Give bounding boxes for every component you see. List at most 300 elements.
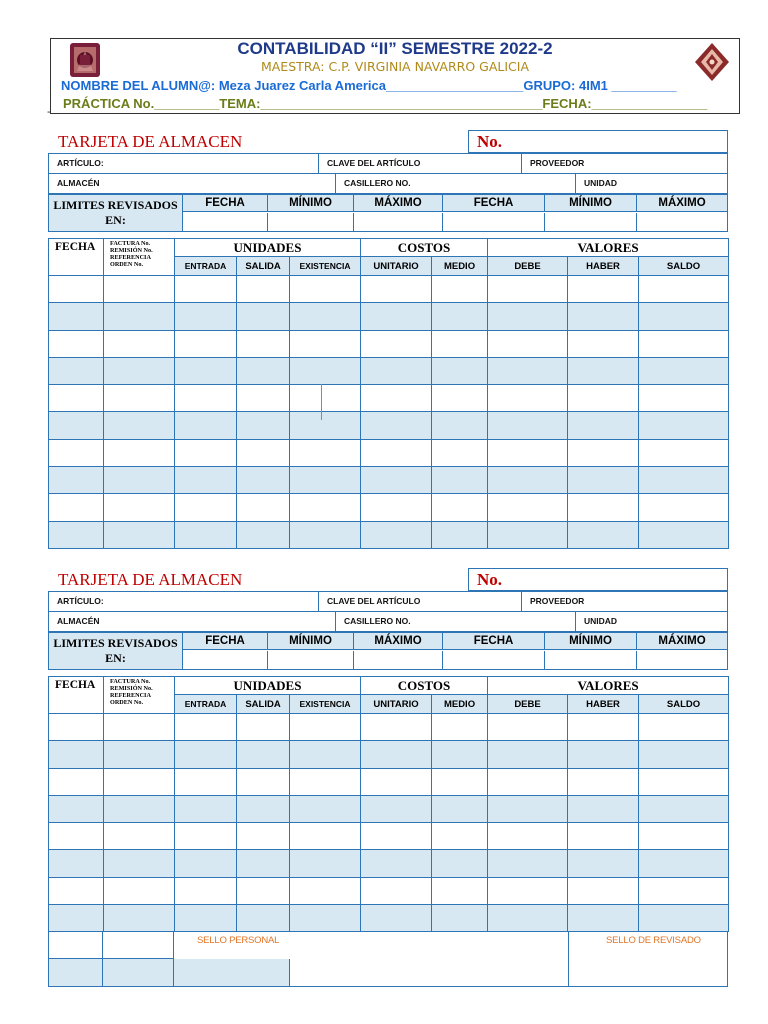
unit-label: UNIDAD xyxy=(584,178,618,188)
table-cell[interactable] xyxy=(49,276,104,303)
table-cell[interactable] xyxy=(290,276,361,303)
supplier-field[interactable] xyxy=(522,592,727,611)
table-cell[interactable] xyxy=(175,823,237,850)
limit-min-input[interactable] xyxy=(268,213,354,231)
limit-date-header: FECHA xyxy=(183,633,268,650)
table-row xyxy=(49,521,729,548)
limits-section xyxy=(48,194,728,232)
table-cell[interactable] xyxy=(432,850,488,877)
table-cell[interactable] xyxy=(104,768,175,795)
article-info xyxy=(48,591,728,632)
table-cell[interactable] xyxy=(49,494,104,521)
warehouse-field[interactable] xyxy=(49,612,336,631)
table-cell[interactable] xyxy=(361,412,432,439)
col-debit-header: DEBE xyxy=(488,257,568,276)
table-row xyxy=(49,439,729,466)
table-row xyxy=(49,412,729,439)
table-cell[interactable] xyxy=(568,412,639,439)
table-cell[interactable] xyxy=(290,768,361,795)
col-debit-header: DEBE xyxy=(488,695,568,714)
costs-group-header: COSTOS xyxy=(361,239,488,257)
table-cell[interactable] xyxy=(175,494,237,521)
unit-label: UNIDAD xyxy=(584,616,618,626)
table-cell[interactable] xyxy=(639,850,729,877)
table-row xyxy=(49,768,729,795)
table-cell[interactable] xyxy=(568,385,639,412)
limit-date-input[interactable] xyxy=(443,651,545,669)
table-cell[interactable] xyxy=(488,276,568,303)
unit-field[interactable] xyxy=(576,174,727,193)
col-date-header: FECHA xyxy=(49,239,104,276)
table-row xyxy=(49,357,729,384)
stamp-shade-strip xyxy=(174,959,289,986)
table-cell[interactable] xyxy=(568,330,639,357)
ref-line: REMISIÓN No. xyxy=(110,685,153,692)
table-cell[interactable] xyxy=(488,768,568,795)
table-cell[interactable] xyxy=(175,768,237,795)
table-cell[interactable] xyxy=(488,521,568,548)
table-cell[interactable] xyxy=(488,303,568,330)
table-cell[interactable] xyxy=(432,741,488,768)
stamp-divider-2 xyxy=(568,932,569,987)
table-cell[interactable] xyxy=(639,521,729,548)
locker-label: CASILLERO NO. xyxy=(344,178,411,188)
limit-date-input[interactable] xyxy=(443,213,545,231)
table-cell[interactable] xyxy=(568,850,639,877)
table-cell[interactable] xyxy=(175,357,237,384)
table-cell[interactable] xyxy=(488,823,568,850)
table-cell[interactable] xyxy=(432,276,488,303)
table-cell[interactable] xyxy=(568,823,639,850)
locker-label: CASILLERO NO. xyxy=(344,616,411,626)
limits-section xyxy=(48,632,728,670)
ref-line: REMISIÓN No. xyxy=(110,247,153,254)
limit-max-input[interactable] xyxy=(637,651,727,669)
stamp-row-cell[interactable] xyxy=(102,932,174,959)
table-cell[interactable] xyxy=(361,439,432,466)
table-cell[interactable] xyxy=(432,412,488,439)
table-cell[interactable] xyxy=(104,412,175,439)
text-cursor xyxy=(321,384,326,420)
supplier-label: PROVEEDOR xyxy=(530,596,585,606)
table-cell[interactable] xyxy=(639,303,729,330)
table-cell[interactable] xyxy=(237,330,290,357)
table-cell[interactable] xyxy=(290,905,361,932)
table-cell[interactable] xyxy=(568,276,639,303)
table-cell[interactable] xyxy=(639,330,729,357)
table-cell[interactable] xyxy=(237,357,290,384)
table-cell[interactable] xyxy=(49,439,104,466)
table-cell[interactable] xyxy=(488,905,568,932)
table-cell[interactable] xyxy=(361,467,432,494)
limit-min-input[interactable] xyxy=(545,213,637,231)
table-cell[interactable] xyxy=(290,439,361,466)
table-cell[interactable] xyxy=(361,303,432,330)
col-avg-cost-header: MEDIO xyxy=(432,695,488,714)
table-cell[interactable] xyxy=(49,741,104,768)
card-number-field[interactable] xyxy=(468,568,728,591)
table-cell[interactable] xyxy=(290,521,361,548)
col-stock-header: EXISTENCIA xyxy=(290,695,361,714)
table-cell[interactable] xyxy=(361,330,432,357)
table-cell[interactable] xyxy=(432,877,488,904)
table-cell[interactable] xyxy=(361,850,432,877)
table-cell[interactable] xyxy=(361,494,432,521)
table-cell[interactable] xyxy=(290,494,361,521)
col-exit-header: SALIDA xyxy=(237,257,290,276)
limit-min-header: MÍNIMO xyxy=(545,195,637,212)
limit-max-header: MÁXIMO xyxy=(354,633,443,650)
table-cell[interactable] xyxy=(290,467,361,494)
table-cell[interactable] xyxy=(432,795,488,822)
table-cell[interactable] xyxy=(49,714,104,741)
table-cell[interactable] xyxy=(104,877,175,904)
table-cell[interactable] xyxy=(104,714,175,741)
table-cell[interactable] xyxy=(361,795,432,822)
table-cell[interactable] xyxy=(104,330,175,357)
table-cell[interactable] xyxy=(432,357,488,384)
table-cell[interactable] xyxy=(568,303,639,330)
table-cell[interactable] xyxy=(361,521,432,548)
table-cell[interactable] xyxy=(175,412,237,439)
limits-label: LIMITES REVISADOS EN: xyxy=(49,195,183,231)
limit-min-header: MÍNIMO xyxy=(545,633,637,650)
stamp-row-cell[interactable] xyxy=(48,932,103,959)
table-cell[interactable] xyxy=(432,768,488,795)
table-row xyxy=(49,276,729,303)
table-cell[interactable] xyxy=(488,494,568,521)
table-cell[interactable] xyxy=(175,905,237,932)
table-cell[interactable] xyxy=(568,521,639,548)
table-cell[interactable] xyxy=(568,795,639,822)
table-cell[interactable] xyxy=(237,905,290,932)
table-cell[interactable] xyxy=(104,385,175,412)
values-group-header: VALORES xyxy=(488,677,729,695)
table-cell[interactable] xyxy=(290,357,361,384)
card-number-label: No. xyxy=(477,570,503,589)
article-code-field[interactable] xyxy=(319,592,522,611)
movements-table xyxy=(48,676,729,932)
inventory-card-2 xyxy=(48,568,730,988)
table-cell[interactable] xyxy=(639,795,729,822)
costs-group-header: COSTOS xyxy=(361,677,488,695)
table-cell[interactable] xyxy=(488,412,568,439)
table-cell[interactable] xyxy=(290,330,361,357)
warehouse-label: ALMACÉN xyxy=(57,178,100,188)
limit-min-header: MÍNIMO xyxy=(268,195,354,212)
limit-min-header: MÍNIMO xyxy=(268,633,354,650)
table-cell[interactable] xyxy=(104,905,175,932)
table-cell[interactable] xyxy=(568,877,639,904)
table-cell[interactable] xyxy=(104,741,175,768)
supplier-label: PROVEEDOR xyxy=(530,158,585,168)
table-cell[interactable] xyxy=(568,905,639,932)
table-cell[interactable] xyxy=(290,795,361,822)
table-row xyxy=(49,823,729,850)
table-cell[interactable] xyxy=(104,823,175,850)
table-cell[interactable] xyxy=(237,412,290,439)
limit-max-header: MÁXIMO xyxy=(637,195,727,212)
table-cell[interactable] xyxy=(361,385,432,412)
col-reference-header xyxy=(104,677,175,714)
table-cell[interactable] xyxy=(237,521,290,548)
margin-dash: - xyxy=(47,106,51,118)
unit-field[interactable] xyxy=(576,612,727,631)
table-row xyxy=(49,385,729,412)
limit-max-header: MÁXIMO xyxy=(354,195,443,212)
table-cell[interactable] xyxy=(639,439,729,466)
table-cell[interactable] xyxy=(639,905,729,932)
table-row xyxy=(49,303,729,330)
table-cell[interactable] xyxy=(175,521,237,548)
limit-date-header: FECHA xyxy=(183,195,268,212)
table-cell[interactable] xyxy=(568,467,639,494)
table-cell[interactable] xyxy=(104,521,175,548)
table-cell[interactable] xyxy=(49,877,104,904)
table-cell[interactable] xyxy=(432,714,488,741)
table-cell[interactable] xyxy=(175,385,237,412)
table-cell[interactable] xyxy=(290,303,361,330)
table-body xyxy=(49,714,729,932)
table-row xyxy=(49,877,729,904)
card-number-field[interactable] xyxy=(468,130,728,153)
table-cell[interactable] xyxy=(175,795,237,822)
units-group-header: UNIDADES xyxy=(175,677,361,695)
stamp-row-cell[interactable] xyxy=(48,959,103,987)
table-cell[interactable] xyxy=(432,439,488,466)
table-cell[interactable] xyxy=(432,385,488,412)
table-cell[interactable] xyxy=(49,795,104,822)
table-body xyxy=(49,276,729,549)
table-row xyxy=(49,741,729,768)
table-cell[interactable] xyxy=(432,521,488,548)
limit-max-input[interactable] xyxy=(637,213,727,231)
table-cell[interactable] xyxy=(237,741,290,768)
values-group-header: VALORES xyxy=(488,239,729,257)
warehouse-label: ALMACÉN xyxy=(57,616,100,626)
table-cell[interactable] xyxy=(361,877,432,904)
student-line[interactable]: NOMBRE DEL ALUMN@: Meza Juarez Carla America___________________GRUPO: 4IM1 _________ xyxy=(61,78,677,93)
table-cell[interactable] xyxy=(432,330,488,357)
table-cell[interactable] xyxy=(49,357,104,384)
document-header xyxy=(50,38,740,114)
table-cell[interactable] xyxy=(175,439,237,466)
table-cell[interactable] xyxy=(104,276,175,303)
limit-min-input[interactable] xyxy=(545,651,637,669)
col-entry-header: ENTRADA xyxy=(175,695,237,714)
table-cell[interactable] xyxy=(568,768,639,795)
card-title: TARJETA DE ALMACEN xyxy=(58,132,243,151)
table-cell[interactable] xyxy=(49,823,104,850)
table-cell[interactable] xyxy=(104,439,175,466)
limit-date-header: FECHA xyxy=(443,195,545,212)
table-cell[interactable] xyxy=(488,439,568,466)
table-cell[interactable] xyxy=(639,494,729,521)
table-cell[interactable] xyxy=(361,276,432,303)
table-cell[interactable] xyxy=(639,877,729,904)
table-cell[interactable] xyxy=(104,494,175,521)
table-cell[interactable] xyxy=(237,303,290,330)
article-field[interactable] xyxy=(49,154,319,173)
warehouse-field[interactable] xyxy=(49,174,336,193)
article-field[interactable] xyxy=(49,592,319,611)
table-cell[interactable] xyxy=(290,741,361,768)
table-cell[interactable] xyxy=(361,741,432,768)
table-row xyxy=(49,714,729,741)
table-cell[interactable] xyxy=(568,357,639,384)
table-cell[interactable] xyxy=(488,467,568,494)
col-reference-header xyxy=(104,239,175,276)
article-code-field[interactable] xyxy=(319,154,522,173)
table-cell[interactable] xyxy=(361,357,432,384)
table-cell[interactable] xyxy=(104,357,175,384)
ornament-emblem-icon xyxy=(693,41,731,83)
locker-field[interactable] xyxy=(336,612,576,631)
table-cell[interactable] xyxy=(237,823,290,850)
article-code-label: CLAVE DEL ARTÍCULO xyxy=(327,158,421,168)
card-title: TARJETA DE ALMACEN xyxy=(58,570,243,589)
table-cell[interactable] xyxy=(290,714,361,741)
table-cell[interactable] xyxy=(639,412,729,439)
table-cell[interactable] xyxy=(488,714,568,741)
table-row xyxy=(49,905,729,932)
table-cell[interactable] xyxy=(49,521,104,548)
table-cell[interactable] xyxy=(568,741,639,768)
table-cell[interactable] xyxy=(290,877,361,904)
article-code-label: CLAVE DEL ARTÍCULO xyxy=(327,596,421,606)
table-cell[interactable] xyxy=(237,439,290,466)
table-cell[interactable] xyxy=(237,494,290,521)
col-exit-header: SALIDA xyxy=(237,695,290,714)
col-date-header: FECHA xyxy=(49,677,104,714)
review-stamp-label: SELLO DE REVISADO xyxy=(606,935,701,946)
table-cell[interactable] xyxy=(237,850,290,877)
table-cell[interactable] xyxy=(639,385,729,412)
col-unit-cost-header: UNITARIO xyxy=(361,257,432,276)
table-cell[interactable] xyxy=(237,385,290,412)
stamp-row-cell[interactable] xyxy=(102,959,174,987)
table-row xyxy=(49,850,729,877)
table-cell[interactable] xyxy=(237,467,290,494)
ref-line: REFERENCIA xyxy=(110,692,151,699)
table-cell[interactable] xyxy=(432,467,488,494)
table-cell[interactable] xyxy=(175,303,237,330)
table-cell[interactable] xyxy=(568,439,639,466)
col-avg-cost-header: MEDIO xyxy=(432,257,488,276)
table-cell[interactable] xyxy=(488,877,568,904)
table-cell[interactable] xyxy=(488,330,568,357)
table-cell[interactable] xyxy=(175,330,237,357)
table-cell[interactable] xyxy=(237,877,290,904)
table-cell[interactable] xyxy=(175,877,237,904)
limit-min-input[interactable] xyxy=(268,651,354,669)
table-cell[interactable] xyxy=(290,850,361,877)
table-cell[interactable] xyxy=(49,850,104,877)
table-cell[interactable] xyxy=(104,850,175,877)
table-cell[interactable] xyxy=(237,276,290,303)
limit-max-input[interactable] xyxy=(354,213,443,231)
table-cell[interactable] xyxy=(432,494,488,521)
limit-date-input[interactable] xyxy=(183,651,268,669)
table-cell[interactable] xyxy=(568,714,639,741)
table-cell[interactable] xyxy=(361,768,432,795)
locker-field[interactable] xyxy=(336,174,576,193)
supplier-field[interactable] xyxy=(522,154,727,173)
table-cell[interactable] xyxy=(488,795,568,822)
table-cell[interactable] xyxy=(175,276,237,303)
table-cell[interactable] xyxy=(432,303,488,330)
limit-max-header: MÁXIMO xyxy=(637,633,727,650)
col-balance-header: SALDO xyxy=(639,695,729,714)
table-cell[interactable] xyxy=(175,714,237,741)
table-cell[interactable] xyxy=(175,741,237,768)
table-cell[interactable] xyxy=(104,303,175,330)
table-cell[interactable] xyxy=(175,467,237,494)
table-cell[interactable] xyxy=(432,905,488,932)
table-cell[interactable] xyxy=(639,714,729,741)
table-cell[interactable] xyxy=(488,385,568,412)
table-cell[interactable] xyxy=(49,905,104,932)
table-cell[interactable] xyxy=(361,823,432,850)
table-cell[interactable] xyxy=(49,330,104,357)
table-cell[interactable] xyxy=(104,795,175,822)
table-cell[interactable] xyxy=(290,823,361,850)
table-cell[interactable] xyxy=(361,905,432,932)
table-cell[interactable] xyxy=(49,467,104,494)
limits-label: LIMITES REVISADOS EN: xyxy=(49,633,183,669)
practice-line[interactable]: PRÁCTICA No._________TEMA:_______________________________________FECHA:________________ xyxy=(63,96,708,111)
table-cell[interactable] xyxy=(237,714,290,741)
table-cell[interactable] xyxy=(568,494,639,521)
stamp-left-cells xyxy=(48,932,174,987)
table-cell[interactable] xyxy=(639,741,729,768)
limit-date-header: FECHA xyxy=(443,633,545,650)
limit-max-input[interactable] xyxy=(354,651,443,669)
table-cell[interactable] xyxy=(639,276,729,303)
table-cell[interactable] xyxy=(175,850,237,877)
table-cell[interactable] xyxy=(237,795,290,822)
movements-table xyxy=(48,238,729,549)
table-row xyxy=(49,795,729,822)
inventory-card-1 xyxy=(48,130,730,550)
ref-line: ORDEN No. xyxy=(110,261,144,268)
col-unit-cost-header: UNITARIO xyxy=(361,695,432,714)
table-cell[interactable] xyxy=(488,357,568,384)
table-cell[interactable] xyxy=(639,768,729,795)
table-cell[interactable] xyxy=(488,741,568,768)
table-cell[interactable] xyxy=(639,357,729,384)
table-cell[interactable] xyxy=(49,768,104,795)
table-cell[interactable] xyxy=(488,850,568,877)
table-cell[interactable] xyxy=(639,823,729,850)
units-group-header: UNIDADES xyxy=(175,239,361,257)
table-cell[interactable] xyxy=(49,303,104,330)
table-cell[interactable] xyxy=(49,385,104,412)
table-row xyxy=(49,330,729,357)
col-stock-header: EXISTENCIA xyxy=(290,257,361,276)
limit-date-input[interactable] xyxy=(183,213,268,231)
col-entry-header: ENTRADA xyxy=(175,257,237,276)
table-row xyxy=(49,494,729,521)
table-cell[interactable] xyxy=(49,412,104,439)
ref-line: REFERENCIA xyxy=(110,254,151,261)
table-cell[interactable] xyxy=(237,768,290,795)
article-label: ARTÍCULO: xyxy=(57,158,104,168)
table-cell[interactable] xyxy=(361,714,432,741)
table-cell[interactable] xyxy=(639,467,729,494)
table-cell[interactable] xyxy=(104,467,175,494)
table-cell[interactable] xyxy=(432,823,488,850)
